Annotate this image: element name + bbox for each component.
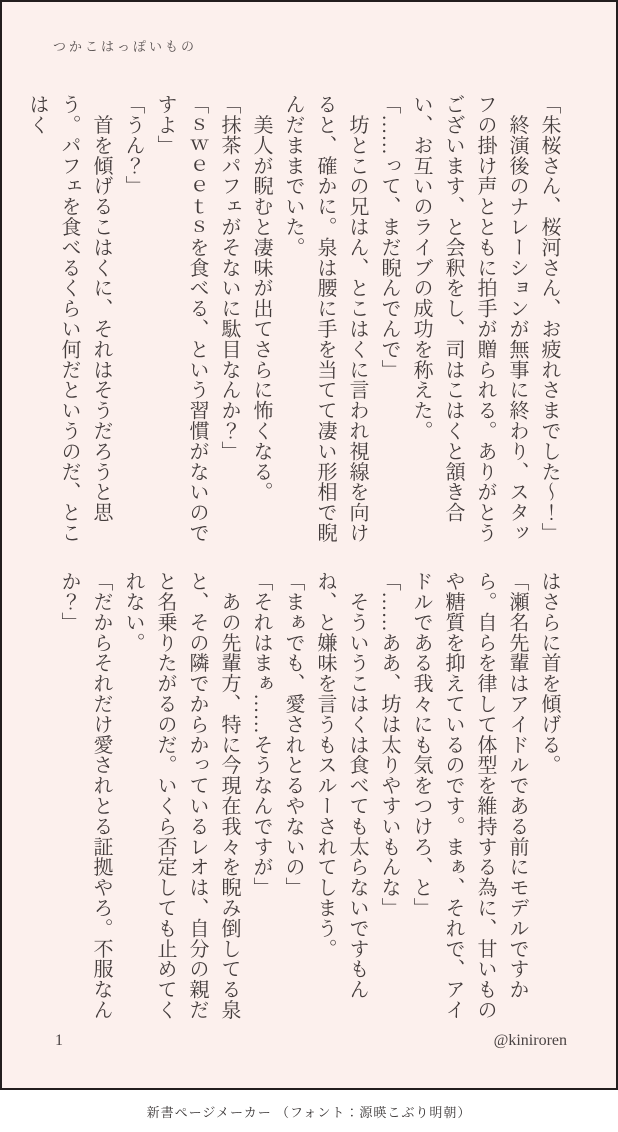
paragraph: 「瀬名先輩はアイドルである前にモデルですから。自らを律して体型を維持する為に、甘いものや糖質を抑えているのです。まぁ、それで、アイドルである我々にも気をつけろ、と」 bbox=[410, 571, 528, 1020]
paragraph: あの先輩方、特に今現在我々を睨み倒してる泉と、その隣でからかっているレオは、自分の親だと名乗りたがるのだ。いくら否定しても止めてくれない。 bbox=[122, 571, 240, 1020]
author-handle: @kiniroren bbox=[493, 1032, 567, 1049]
text-block-top bbox=[21, 94, 565, 546]
text-block-bottom bbox=[53, 571, 565, 1023]
paragraph: 「朱桜さん、桜河さん、お疲れさまでした～！」 bbox=[538, 94, 560, 543]
footer-caption-strip bbox=[0, 1090, 618, 1132]
paragraph: 終演後のナレーションが無事に終わり、スタッフの掛け声とともに拍手が贈られる。ありがとうございます、と会釈をし、司はこはくと頷き合い、お互いのライブの成功を称えた。 bbox=[410, 94, 528, 543]
page-number: 1 bbox=[55, 1032, 63, 1049]
paragraph: 「うん？」 bbox=[122, 94, 144, 196]
paragraph: はさらに首を傾げる。 bbox=[538, 571, 560, 775]
paragraph: 「……ああ、坊は太りやすいもんな」 bbox=[378, 571, 400, 918]
paragraph: 「ｓｗｅｅｔｓを食べる、という習慣がないのですよ」 bbox=[154, 94, 208, 543]
paragraph: 首を傾げるこはくに、それはそうだろうと思う。パフェを食べるくらい何だというのだ、とこはく bbox=[26, 94, 112, 543]
paragraph: 「まぁでも、愛されとるやないの」 bbox=[282, 571, 304, 898]
paragraph: 「だからそれだけ愛されとる証拠やろ。不服なんか？」 bbox=[58, 571, 112, 1020]
paragraph: 「抹茶パフェがそないに駄目なんか？」 bbox=[218, 94, 240, 462]
footer-caption: 新書ページメーカー （フォント：源暎こぶり明朝） bbox=[146, 1104, 472, 1120]
paragraph: そういうこはくは食べても太らないですもんね、と嫌味を言うもスルーされてしまう。 bbox=[314, 571, 368, 1000]
paragraph: 「……って、まだ睨んでんで」 bbox=[378, 94, 400, 380]
page-title: つかこはっぽいもの bbox=[53, 39, 198, 54]
paragraph: 美人が睨むと凄味が出てさらに怖くなる。 bbox=[250, 94, 272, 502]
paragraph: 「それはまぁ……そうなんですが」 bbox=[250, 571, 272, 898]
paragraph: 坊とこの兄はん、とこはくに言われ視線を向けると、確かに。泉は腰に手を当てて凄い形相で睨んだままでいた。 bbox=[282, 94, 368, 543]
